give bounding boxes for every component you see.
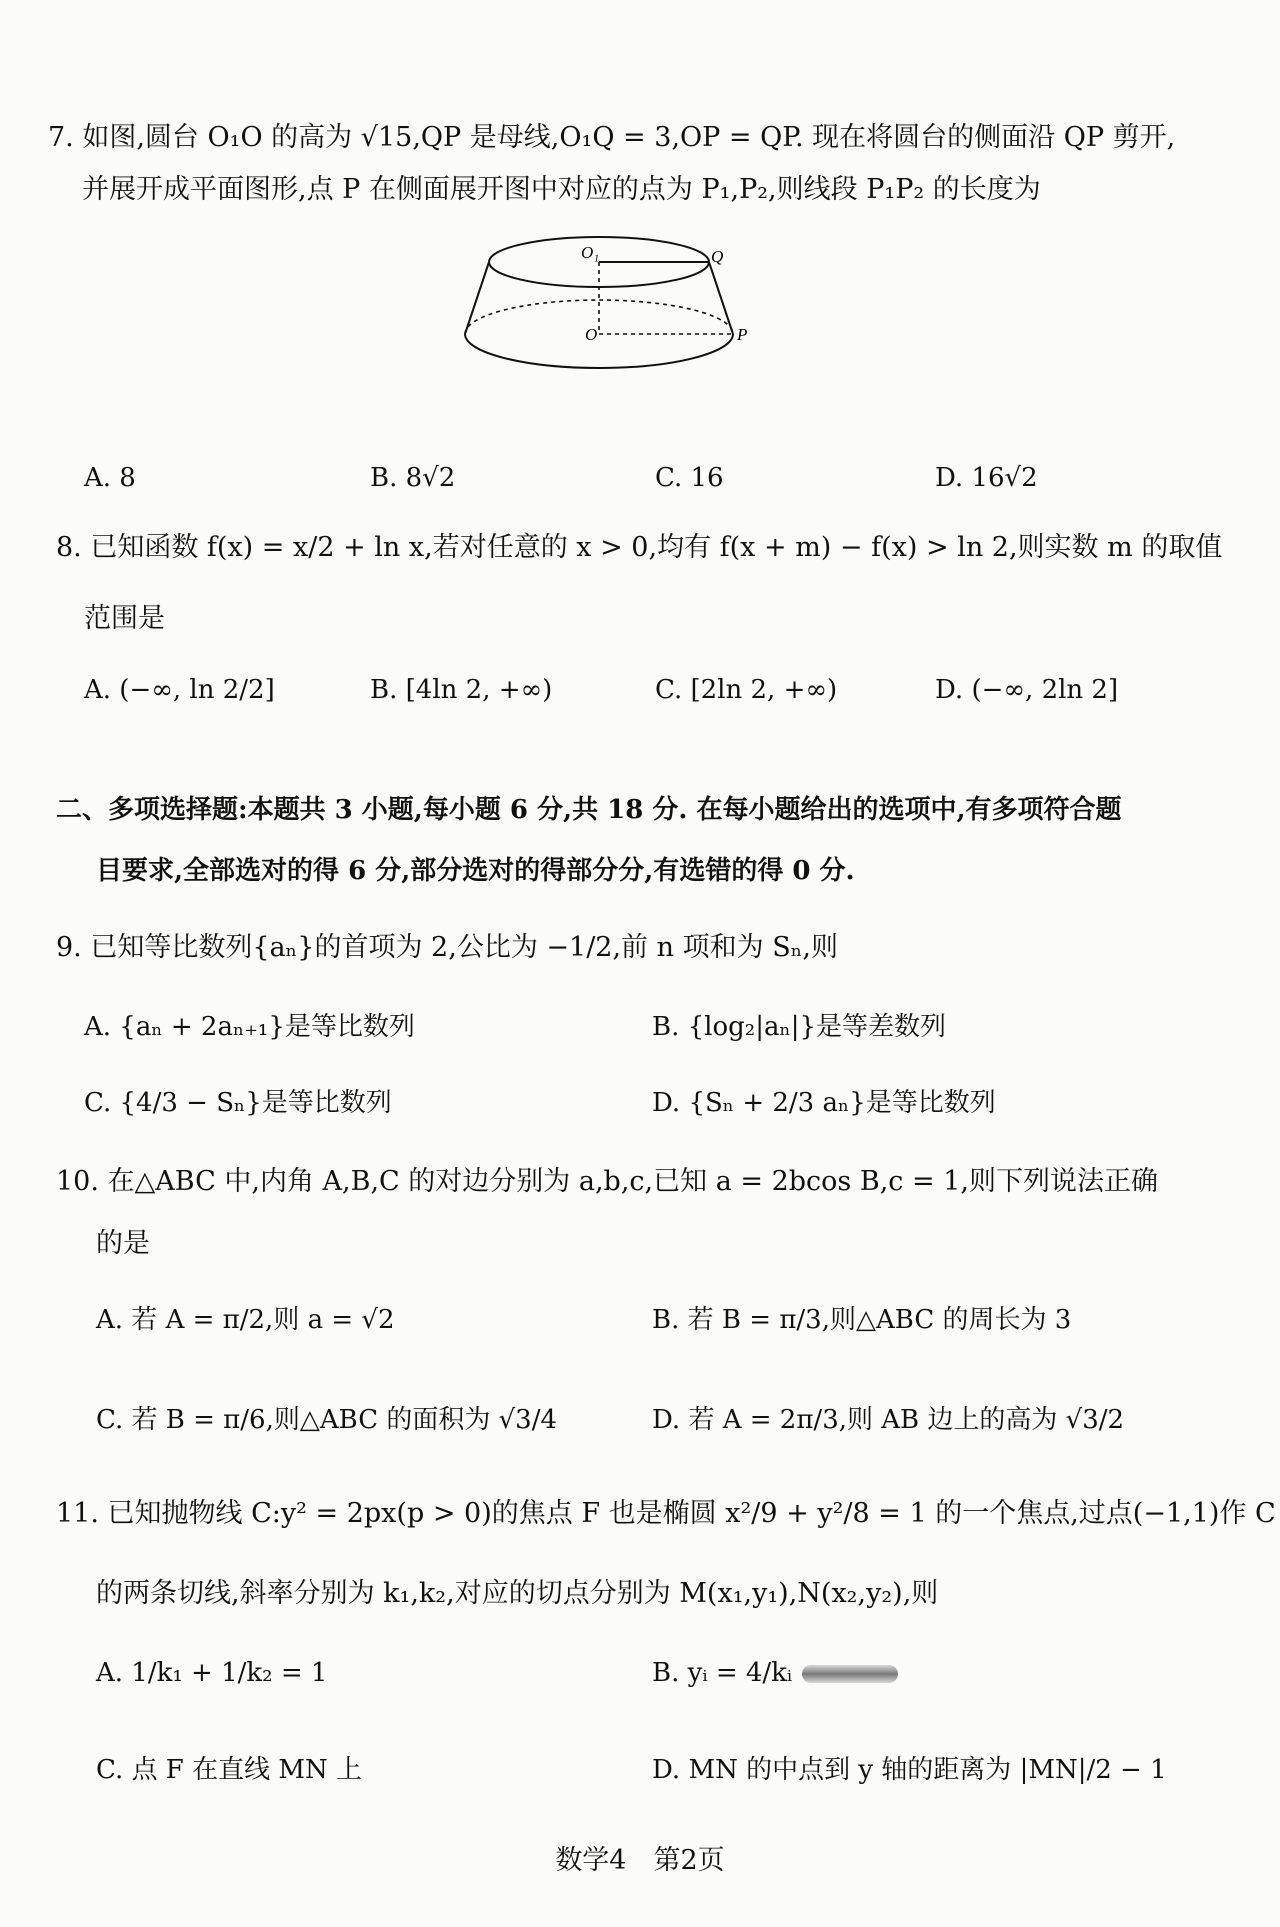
q10-stem-line1: 10. 在△ABC 中,内角 A,B,C 的对边分别为 a,b,c,已知 a = 2bcos B,c = 1,则下列说法正确 — [56, 1166, 1158, 1197]
q10-option-b: B. 若 B = π/3,则△ABC 的周长为 3 — [652, 1305, 1072, 1335]
q9-option-d: D. {Sₙ + 2/3 aₙ}是等比数列 — [652, 1088, 996, 1118]
q7-option-c: C. 16 — [655, 463, 724, 493]
q11-option-b-text: B. yᵢ = 4/kᵢ — [652, 1658, 793, 1688]
q10-option-d: D. 若 A = 2π/3,则 AB 边上的高为 √3/2 — [652, 1405, 1125, 1435]
q11-stem-line1: 11. 已知抛物线 C:y² = 2px(p > 0)的焦点 F 也是椭圆 x²/9 + y²/8 = 1 的一个焦点,过点(−1,1)作 C — [56, 1498, 1276, 1529]
q7-stem-line2: 并展开成平面图形,点 P 在侧面展开图中对应的点为 P₁,P₂,则线段 P₁P₂ 的长度为 — [82, 174, 1041, 205]
q11-option-b — [652, 1658, 898, 1689]
label-q: Q — [711, 247, 724, 266]
q11-option-a: A. 1/k₁ + 1/k₂ = 1 — [96, 1658, 328, 1688]
q7-option-d: D. 16√2 — [935, 463, 1038, 493]
q11-stem-line2: 的两条切线,斜率分别为 k₁,k₂,对应的切点分别为 M(x₁,y₁),N(x₂,y₂),则 — [96, 1578, 939, 1609]
q7-option-b: B. 8√2 — [370, 463, 456, 493]
q10-stem-line2: 的是 — [96, 1228, 150, 1259]
q8-stem-line1: 8. 已知函数 f(x) = x/2 + ln x,若对任意的 x > 0,均有 f(x + m) − f(x) > ln 2,则实数 m 的取值 — [56, 532, 1223, 563]
q11-option-c: C. 点 F 在直线 MN 上 — [96, 1755, 362, 1785]
frustum-right-edge — [709, 262, 733, 334]
q9-stem: 9. 已知等比数列{aₙ}的首项为 2,公比为 −1/2,前 n 项和为 Sₙ,则 — [56, 932, 838, 963]
q8-stem-line2: 范围是 — [84, 603, 165, 634]
frustum-figure — [463, 232, 783, 422]
section2-heading-line1: 二、多项选择题:本题共 3 小题,每小题 6 分,共 18 分. 在每小题给出的选项中,有多项符合题 — [56, 795, 1122, 825]
q10-option-c: C. 若 B = π/6,则△ABC 的面积为 √3/4 — [96, 1405, 558, 1435]
q9-option-b: B. {log₂|aₙ|}是等差数列 — [652, 1012, 947, 1042]
frustum-left-edge — [465, 262, 489, 334]
label-o1: O₁ — [581, 243, 600, 262]
q7-option-a: A. 8 — [84, 463, 136, 493]
q8-option-d: D. (−∞, 2ln 2] — [935, 675, 1119, 705]
label-o: O — [585, 325, 598, 344]
q7-stem-line1: 7. 如图,圆台 O₁O 的高为 √15,QP 是母线,O₁Q = 3,OP = QP. 现在将圆台的侧面沿 QP 剪开, — [48, 122, 1176, 153]
q8-option-b: B. [4ln 2, +∞) — [370, 675, 553, 705]
q10-option-a: A. 若 A = π/2,则 a = √2 — [96, 1305, 395, 1335]
q8-option-c: C. [2ln 2, +∞) — [655, 675, 838, 705]
label-p: P — [737, 325, 748, 344]
q11-option-d: D. MN 的中点到 y 轴的距离为 |MN|/2 − 1 — [652, 1755, 1167, 1785]
section2-heading-line2: 目要求,全部选对的得 6 分,部分选对的得部分分,有选错的得 0 分. — [96, 856, 855, 886]
q8-option-a: A. (−∞, ln 2/2] — [84, 675, 275, 705]
q9-option-a: A. {aₙ + 2aₙ₊₁}是等比数列 — [84, 1012, 415, 1042]
frustum-bottom-front-arc — [465, 334, 733, 368]
page-footer: 数学4 第2页 — [555, 1845, 725, 1876]
q9-option-c: C. {4/3 − Sₙ}是等比数列 — [84, 1088, 392, 1118]
redaction-smudge — [802, 1665, 898, 1683]
